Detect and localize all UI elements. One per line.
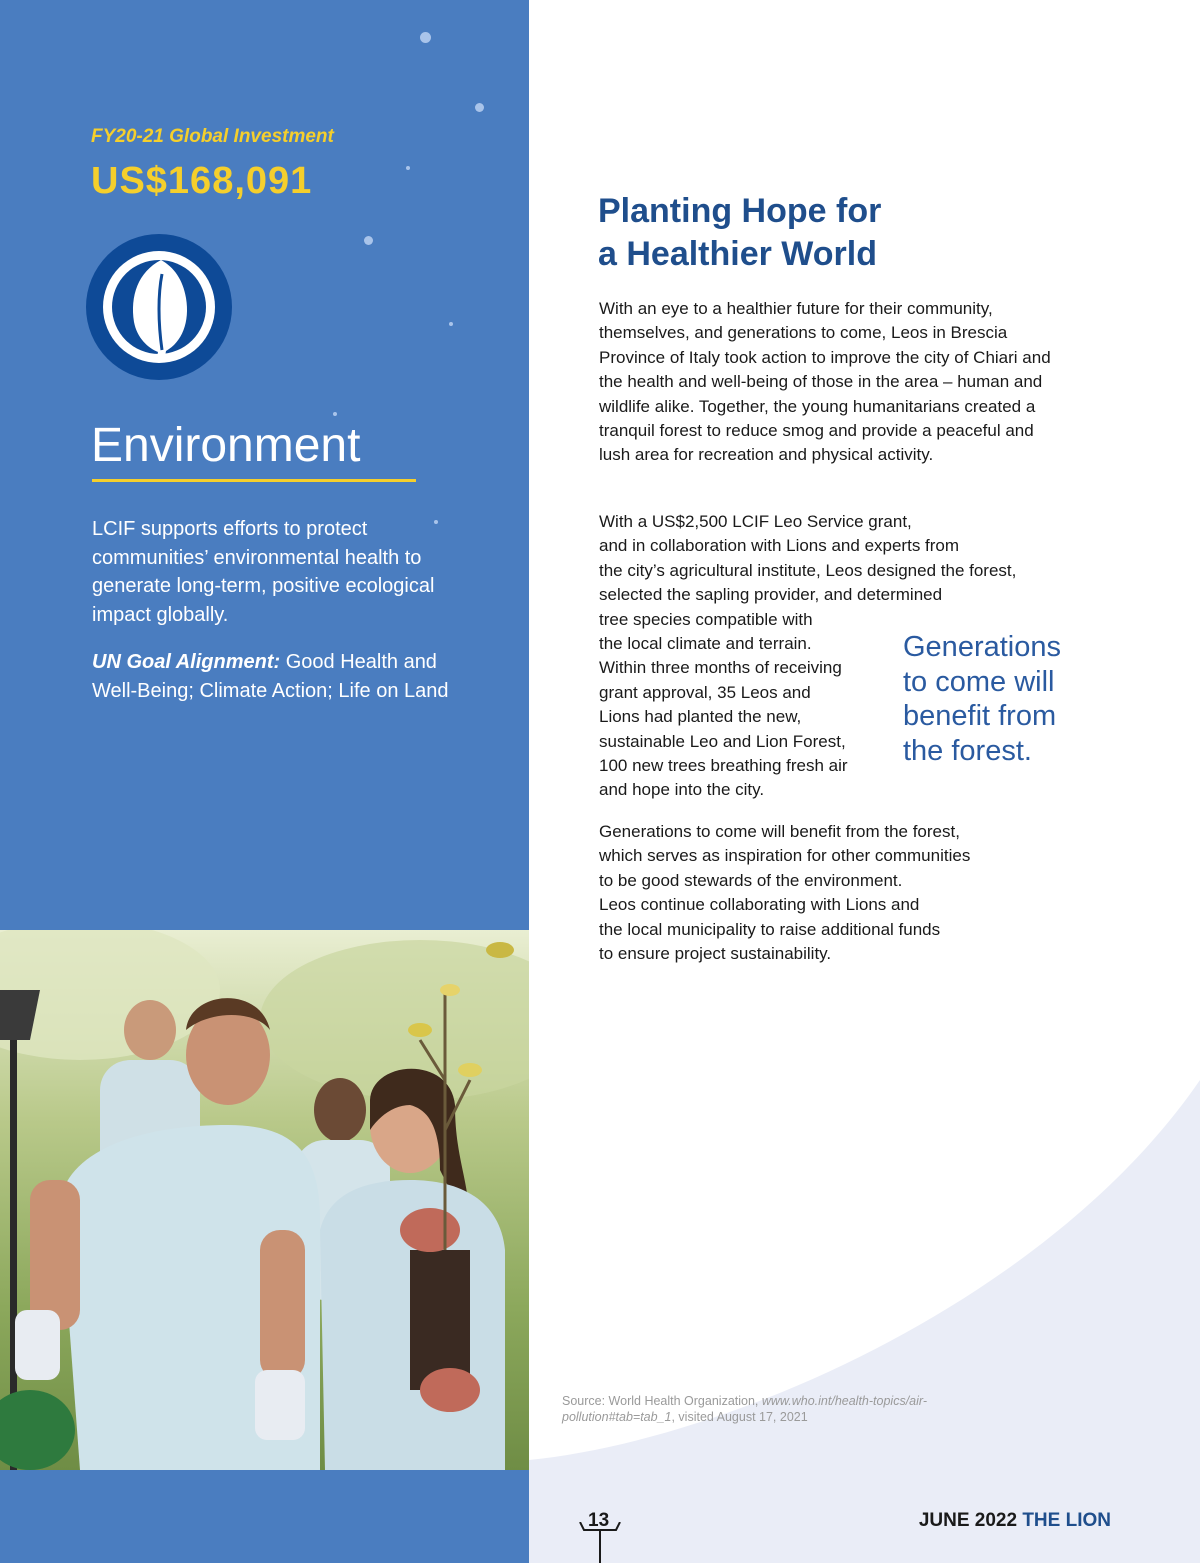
article-title (598, 190, 1018, 276)
decorative-dot (449, 322, 453, 326)
decorative-dot (364, 236, 373, 245)
text-line: tree species compatible with (599, 609, 813, 629)
page-number: 13 (588, 1510, 610, 1531)
text-line: Generations to come will benefit from the forest, (599, 822, 960, 841)
un-goal-label: UN Goal Alignment: (92, 651, 281, 673)
decorative-dot (475, 103, 484, 112)
source-link[interactable]: www.who.int/health-topics/air-pollution#tab=tab_1 (562, 1394, 927, 1424)
text-line: the local climate and terrain. (599, 634, 812, 654)
investment-label: FY20-21 Global Investment (91, 126, 334, 147)
text-line: to ensure project sustainability. (599, 944, 832, 964)
decorative-swoosh (529, 1080, 1200, 1563)
footer-date: JUNE 2022 (918, 1510, 1023, 1531)
un-goal-text: Good Health and Well-Being; Climate Action; Life on Land (92, 651, 449, 702)
section-title: Environment (91, 419, 361, 472)
decorative-dot (420, 32, 431, 43)
volunteers-photo (0, 930, 529, 1470)
bottom-band (0, 1470, 529, 1563)
decorative-dot (406, 166, 410, 170)
source-prefix: Source: World Health Organization, (562, 1394, 762, 1408)
footer-brand: THE LION (1022, 1510, 1111, 1531)
article-title-line1: Planting Hope for (598, 192, 882, 230)
source-suffix: , visited August 17, 2021 (671, 1410, 808, 1424)
page-marker (578, 1522, 622, 1563)
text-line: selected the sapling provider, and determined (599, 585, 943, 605)
sidebar-panel (0, 0, 529, 930)
text-line: the city’s agricultural institute, Leos designed the forest, (599, 560, 1017, 580)
article-title-line2: a Healthier World (598, 235, 877, 273)
text-line: and hope into the city. (599, 780, 765, 800)
un-goal-alignment (92, 648, 452, 705)
text-line: Within three months of receiving (599, 658, 842, 678)
decorative-dot (333, 412, 337, 416)
text-line: and in collaboration with Lions and experts from (599, 536, 960, 556)
article-paragraph-3 (599, 820, 1069, 966)
article-paragraph-1: With an eye to a healthier future for their community, themselves, and generations to come, Leos in Brescia Province of Italy took action to improve the city of Chiari and the health and well-being of those in the area – human and wildlife alike. Together, the young humanitarians created a tranquil forest to reduce smog and provide a peaceful and lush area for recreation and physical activity. (599, 299, 1051, 465)
footer-issue (919, 1510, 1111, 1532)
text-line: which serves as inspiration for other communities (599, 846, 971, 866)
text-line: grant approval, 35 Leos and (599, 682, 811, 702)
text-line: sustainable Leo and Lion Forest, (599, 731, 846, 751)
investment-amount: US$168,091 (91, 160, 313, 202)
text-line: Leos continue collaborating with Lions and (599, 895, 920, 915)
section-description: LCIF supports efforts to protect communities’ environmental health to generate long-term, positive ecological impact globally. (92, 518, 435, 626)
leaf-icon (86, 234, 232, 380)
title-underline (92, 479, 416, 482)
text-line: With a US$2,500 LCIF Leo Service grant, (599, 512, 912, 531)
pull-quote: Generations to come will benefit from the forest. (903, 631, 1061, 767)
text-line: Lions had planted the new, (599, 707, 802, 727)
text-line: to be good stewards of the environment. (599, 870, 903, 890)
text-line: the local municipality to raise additional funds (599, 919, 941, 939)
text-line: 100 new trees breathing fresh air (599, 756, 848, 776)
source-note (562, 1393, 992, 1425)
